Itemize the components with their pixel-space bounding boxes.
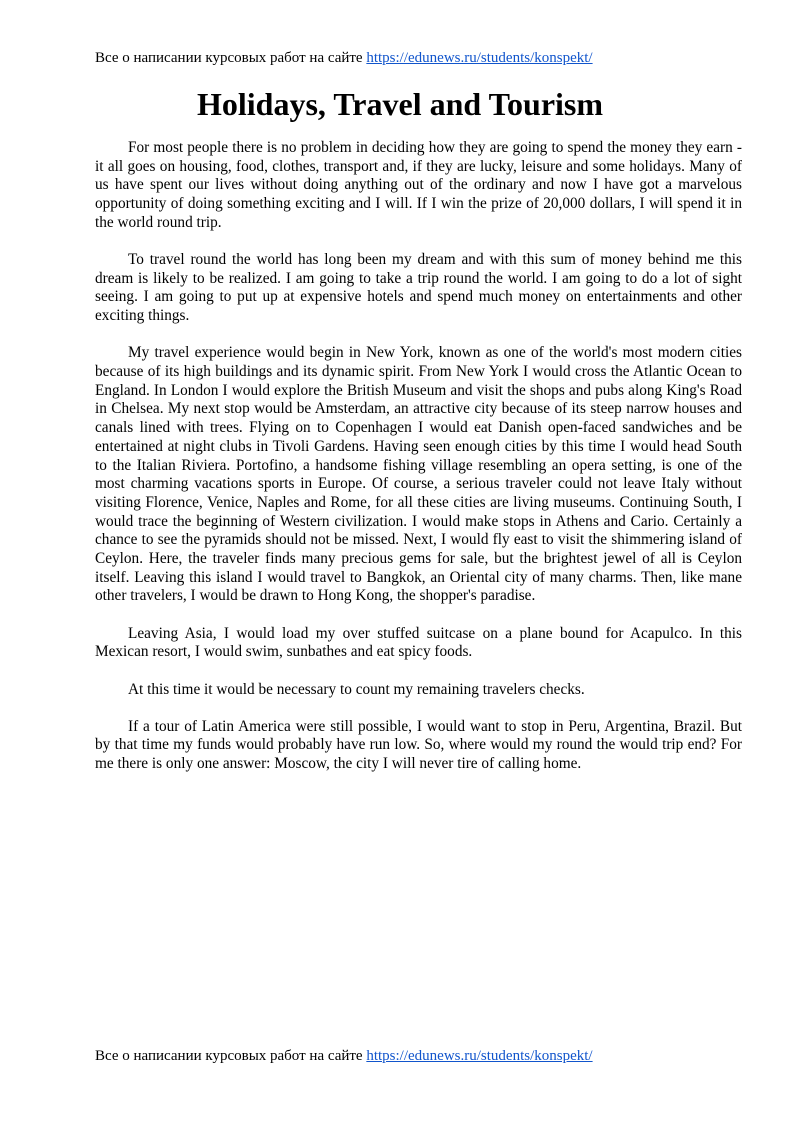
footer-link[interactable]: https://edunews.ru/students/konspekt/: [366, 1048, 593, 1064]
paragraph: If a tour of Latin America were still possible, I would want to stop in Peru, Argentina, Brazil. But by that time my funds would probably have run low. So, where would my round the would trip end? For me there is only one answer: Moscow, the city I will never tire of calling home.: [95, 717, 742, 773]
paragraph: To travel round the world has long been my dream and with this sum of money behind me this dream is likely to be realized. I am going to take a trip round the world. I am going to do a lot of sight seeing. I am going to put up at expensive hotels and spend much money on entertainments and other exciting things.: [95, 251, 742, 325]
header-banner: [95, 49, 755, 67]
paragraph: For most people there is no problem in deciding how they are going to spend the money they earn - it all goes on housing, food, clothes, transport and, if they are lucky, leisure and some holidays. Many of us have spent our lives without doing anything out of the ordinary and now I have got a marvelous opportunity of doing something exciting and I will. If I win the prize of 20,000 dollars, I will spend it in the world round trip.: [95, 139, 742, 231]
paragraph: At this time it would be necessary to count my remaining travelers checks.: [128, 680, 585, 698]
paragraph: My travel experience would begin in New York, known as one of the world's most modern cities because of its high buildings and its dynamic spirit. From New York I would cross the Atlantic Ocean to England. In London I would explore the British Museum and visit the shops and pubs along King's Road in Chelsea. My next stop would be Amsterdam, an attractive city because of its steep narrow houses and canals lined with trees. Flying on to Copenhagen I would eat Danish open-faced sandwiches and be entertained at night clubs in Tivoli Gardens. Having seen enough cities by this time I would head South to the Italian Riviera. Portofino, a handsome fishing village resembling an opera setting, is one of the most charming vacations sports in Europe. Of course, a serious traveler could not leave Italy without visiting Florence, Venice, Naples and Rome, for all these cities are living museums. Continuing South, I would trace the beginning of Western civilization. I would make stops in Athens and Cario. Certainly a chance to see the pyramids should not be missed. Next, I would fly east to visit the shimmering island of Ceylon. Here, the traveler finds many precious gems for sale, but the brightest jewel of all is Ceylon itself. Leaving this island I would travel to Bangkok, an Oriental city of many charms. Then, like mane other travelers, I would be drawn to Hong Kong, the shopper's paradise.: [95, 344, 742, 605]
paragraph: Leaving Asia, I would load my over stuffed suitcase on a plane bound for Acapulco. In this Mexican resort, I would swim, sunbathes and eat spicy foods.: [95, 624, 742, 661]
footer-text: Все о написании курсовых работ на сайте: [95, 1048, 363, 1064]
footer-banner: [95, 1047, 755, 1065]
document-body: [95, 139, 742, 792]
header-text: Все о написании курсовых работ на сайте: [95, 50, 363, 66]
header-link[interactable]: https://edunews.ru/students/konspekt/: [366, 50, 593, 66]
document-title: Holidays, Travel and Tourism: [196, 86, 604, 122]
